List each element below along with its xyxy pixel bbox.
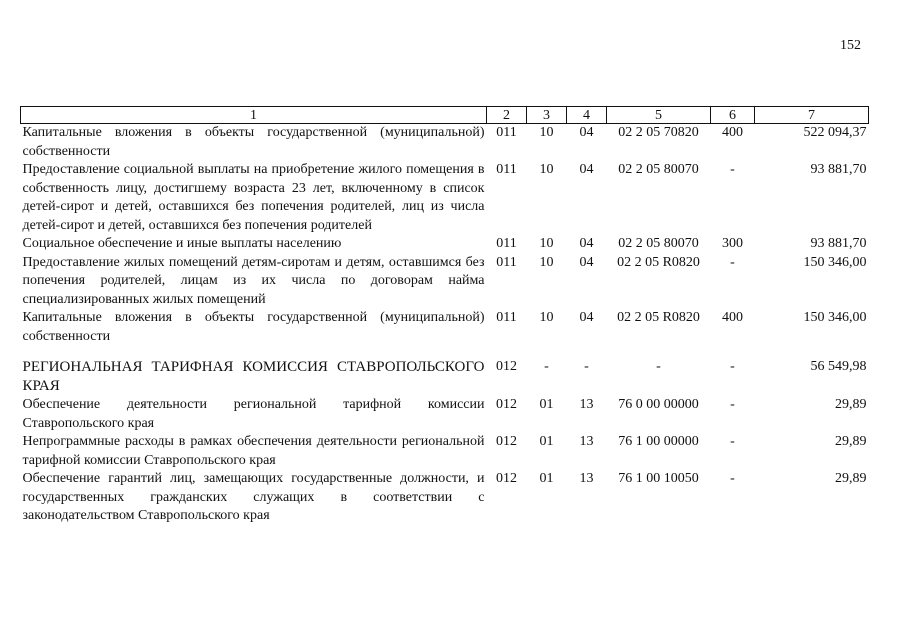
column-header-2: 2 [487,107,527,124]
row-name: Обеспечение гарантий лиц, замещающих государственные должности, и государственных гражданских служащих в соответствии с законодательством Ставропольского края [22,471,485,523]
row-ministry-code: 011 [496,125,517,140]
row-expense-type: - [730,359,735,374]
row-spacer [21,346,869,358]
row-subsection-code: 04 [579,254,594,270]
row-expense-type: - [730,254,735,270]
row-target-code: 02 2 05 R0820 [617,310,700,325]
row-section-code: 01 [539,397,554,412]
row-amount: 29,89 [835,434,867,449]
row-amount: 56 549,98 [810,359,867,374]
row-section-code: 10 [539,236,554,251]
row-section-code: - [544,359,549,374]
row-name: Непрограммные расходы в рамках обеспечения деятельности региональной тарифной комиссии Ставропольского края [22,434,485,468]
row-ministry-code: 011 [496,310,517,325]
row-ministry-code: 012 [496,397,517,412]
row-target-code: 76 1 00 10050 [618,471,699,486]
row-amount: 29,89 [835,471,867,486]
row-subsection-code: 04 [579,125,594,140]
row-name: РЕГИОНАЛЬНАЯ ТАРИФНАЯ КОМИССИЯ СТАВРОПОЛЬСКОГО КРАЯ [22,359,485,394]
column-header-4: 4 [567,107,607,124]
row-ministry-code: 011 [496,236,517,251]
spacer-cell [21,346,869,358]
table-row [21,161,869,235]
row-section-code: 10 [539,162,554,177]
table-row [21,235,869,254]
row-name: Социальное обеспечение и иные выплаты населению [22,236,342,251]
row-section-code: 10 [539,125,554,140]
table-row [21,396,869,433]
column-header-6: 6 [711,107,755,124]
row-subsection-code: 04 [579,236,594,251]
row-target-code: 76 1 00 00000 [618,434,699,449]
table-row [21,309,869,346]
row-subsection-code: - [584,359,589,374]
row-subsection-code: 04 [579,162,594,177]
row-amount: 150 346,00 [803,310,867,325]
row-expense-type: - [730,471,735,486]
column-header-5: 5 [607,107,711,124]
row-expense-type: 400 [722,310,743,325]
row-ministry-code: 011 [496,254,517,270]
page-number: 152 [840,38,861,53]
budget-table [20,106,869,526]
row-target-code: 02 2 05 70820 [618,125,699,140]
column-header-1: 1 [21,107,487,124]
row-expense-type: 300 [722,236,743,251]
row-section-code: 10 [539,310,554,325]
table-row [21,124,869,162]
row-name: Предоставление жилых помещений детям-сиротам и детям, оставшимся без попечения родителей, лицам из их числа по договорам найма специализированных жилых помещений [22,254,485,307]
row-section-code: 10 [539,254,554,270]
table-header-row [21,107,869,124]
row-amount: 93 881,70 [810,162,867,177]
row-ministry-code: 012 [496,434,517,449]
row-ministry-code: 012 [496,471,517,486]
row-name: Обеспечение деятельности региональной тарифной комиссии Ставропольского края [22,397,485,431]
row-target-code: 02 2 05 80070 [618,162,699,177]
row-target-code: 76 0 00 00000 [618,397,699,412]
row-target-code: - [656,359,661,374]
row-amount: 93 881,70 [810,236,867,251]
table-row [21,470,869,526]
row-amount: 522 094,37 [803,125,867,140]
row-expense-type: - [730,397,735,412]
row-ministry-code: 011 [496,162,517,177]
row-expense-type: - [730,434,735,449]
table-row [21,433,869,470]
column-header-3: 3 [527,107,567,124]
row-name: Капитальные вложения в объекты государственной (муниципальной) собственности [22,310,485,344]
row-name: Предоставление социальной выплаты на приобретение жилого помещения в собственность лицу, достигшему возраста 23 лет, включенному в список детей-сирот и детей, оставшихся без попечения родителей, лиц из числа детей-сирот и детей, оставшихся без попечения родителей [22,162,485,233]
row-amount: 29,89 [835,397,867,412]
row-subsection-code: 13 [579,471,594,486]
row-subsection-code: 04 [579,310,594,325]
row-ministry-code: 012 [496,359,517,374]
row-subsection-code: 13 [579,397,594,412]
row-target-code: 02 2 05 80070 [618,236,699,251]
column-header-7: 7 [755,107,869,124]
row-name: Капитальные вложения в объекты государственной (муниципальной) собственности [22,125,485,159]
row-subsection-code: 13 [579,434,594,449]
table-row [21,254,869,310]
row-amount: 150 346,00 [803,254,867,270]
row-section-code: 01 [539,434,554,449]
table-row-section [21,358,869,396]
row-expense-type: - [730,162,735,177]
row-target-code: 02 2 05 R0820 [617,254,700,270]
row-expense-type: 400 [722,125,743,140]
row-section-code: 01 [539,471,554,486]
